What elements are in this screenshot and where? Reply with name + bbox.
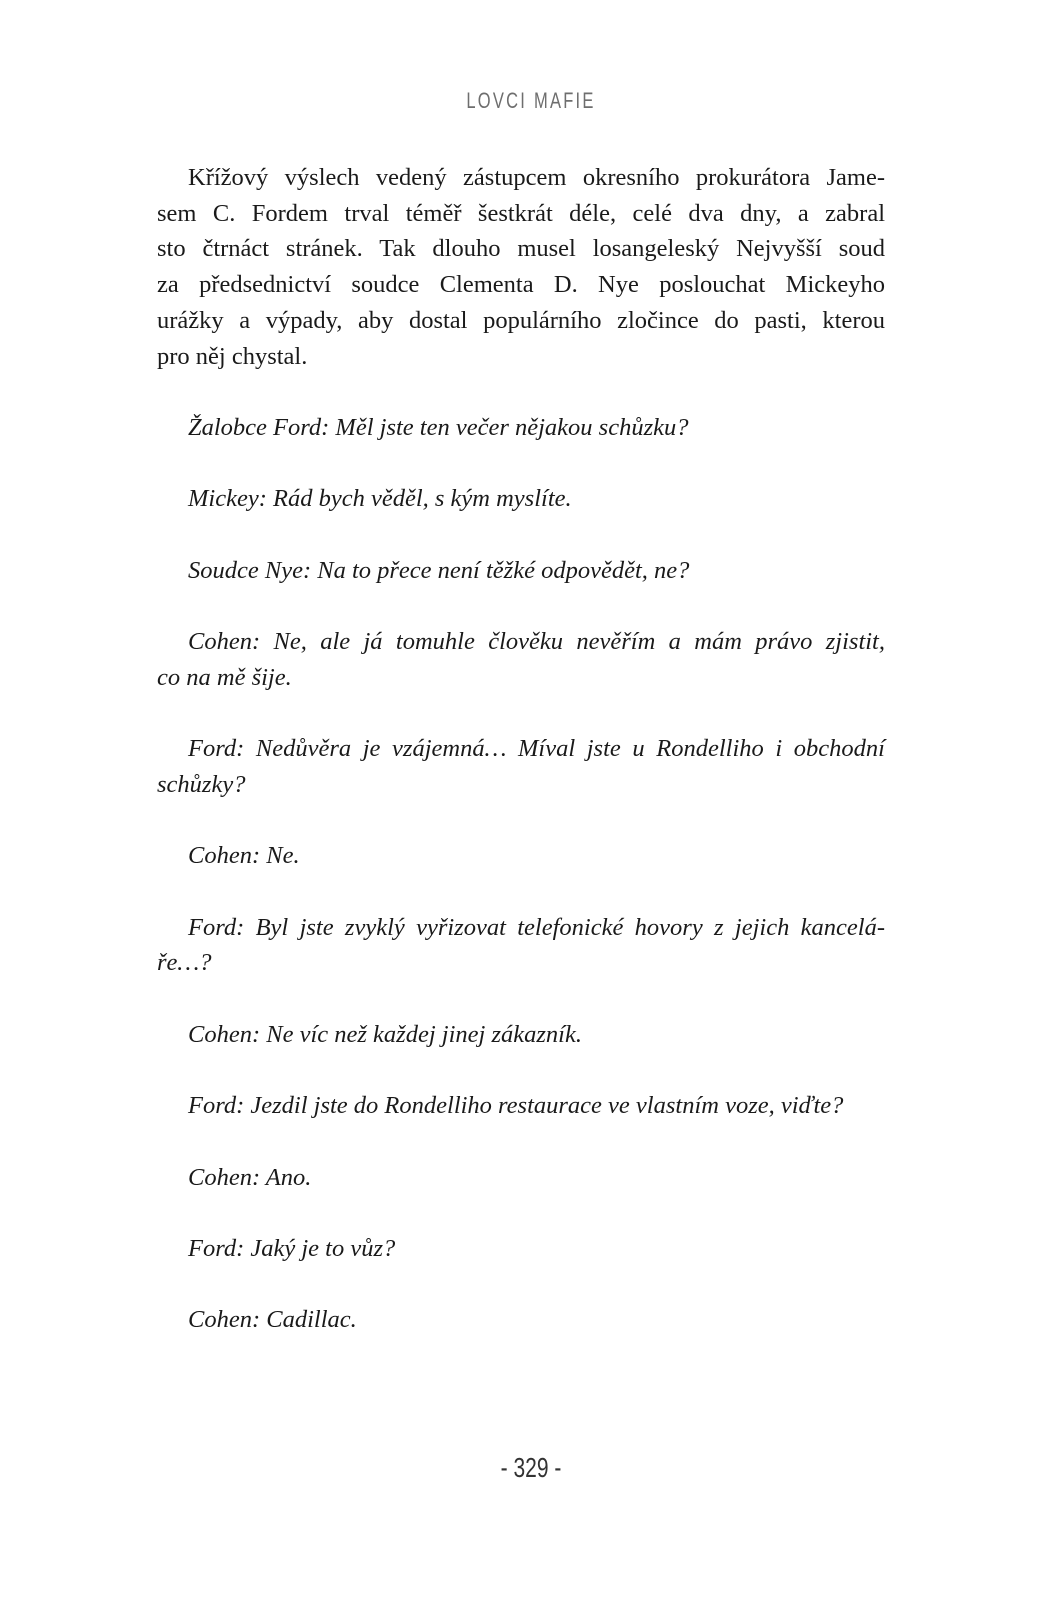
text-line: Ford: Byl jste zvyklý vyřizovat telefonické hovory z jejich kancelá- [188,913,885,941]
text-line: Mickey: Rád bych věděl, s kým myslíte. [188,485,572,513]
dialogue-paragraph [157,838,885,874]
dialogue-paragraph [157,1088,885,1124]
text-line: Cohen: Ne víc než každej jinej zákazník. [188,1020,582,1048]
dialogue-paragraph [157,1231,885,1267]
text-line: pro něj chystal. [157,342,308,370]
page-number: - 329 - [500,1452,562,1483]
text-line: sem C. Fordem trval téměř šestkrát déle, celé dva dny, a zabral [157,199,885,227]
dialogue-paragraph [157,410,885,446]
text-line: schůzky? [157,770,246,798]
running-header: LOVCI MAFIE [466,88,596,113]
text-line: Cohen: Ano. [188,1163,312,1191]
text-line: Žalobce Ford: Měl jste ten večer nějakou schůzku? [188,413,689,441]
narrative-paragraph [157,160,885,374]
text-line: sto čtrnáct stránek. Tak dlouho musel losangeleský Nejvyšší soud [157,235,885,263]
text-line: Ford: Jaký je to vůz? [188,1234,396,1262]
text-line: Cohen: Cadillac. [188,1306,357,1334]
text-line: Ford: Jezdil jste do Rondelliho restaurace ve vlastním voze, viďte? [188,1092,844,1120]
text-line: Cohen: Ne, ale já tomuhle člověku nevěřím a mám právo zjistit, [188,628,885,656]
text-line: co na mě šije. [157,663,292,691]
page-body [157,160,885,1338]
text-line: urážky a výpady, aby dostal populárního zločince do pasti, kterou [157,306,885,334]
text-line: za předsednictví soudce Clementa D. Nye poslouchat Mickeyho [157,271,885,299]
text-line: ře…? [157,949,212,977]
dialogue-paragraph [157,910,885,981]
text-line: Křížový výslech vedený zástupcem okresního prokurátora Jame- [188,164,885,191]
dialogue-paragraph [157,1017,885,1053]
dialogue-paragraph [157,624,885,695]
text-line: Soudce Nye: Na to přece není těžké odpovědět, ne? [188,556,690,584]
text-line: Cohen: Ne. [188,842,300,870]
text-line: Ford: Nedůvěra je vzájemná… Míval jste u Rondelliho i obchodní [188,735,885,763]
dialogue-paragraph [157,1302,885,1338]
dialogue-paragraph [157,481,885,517]
dialogue-paragraph [157,1160,885,1196]
dialogue-paragraph [157,731,885,802]
dialogue-paragraph [157,553,885,589]
